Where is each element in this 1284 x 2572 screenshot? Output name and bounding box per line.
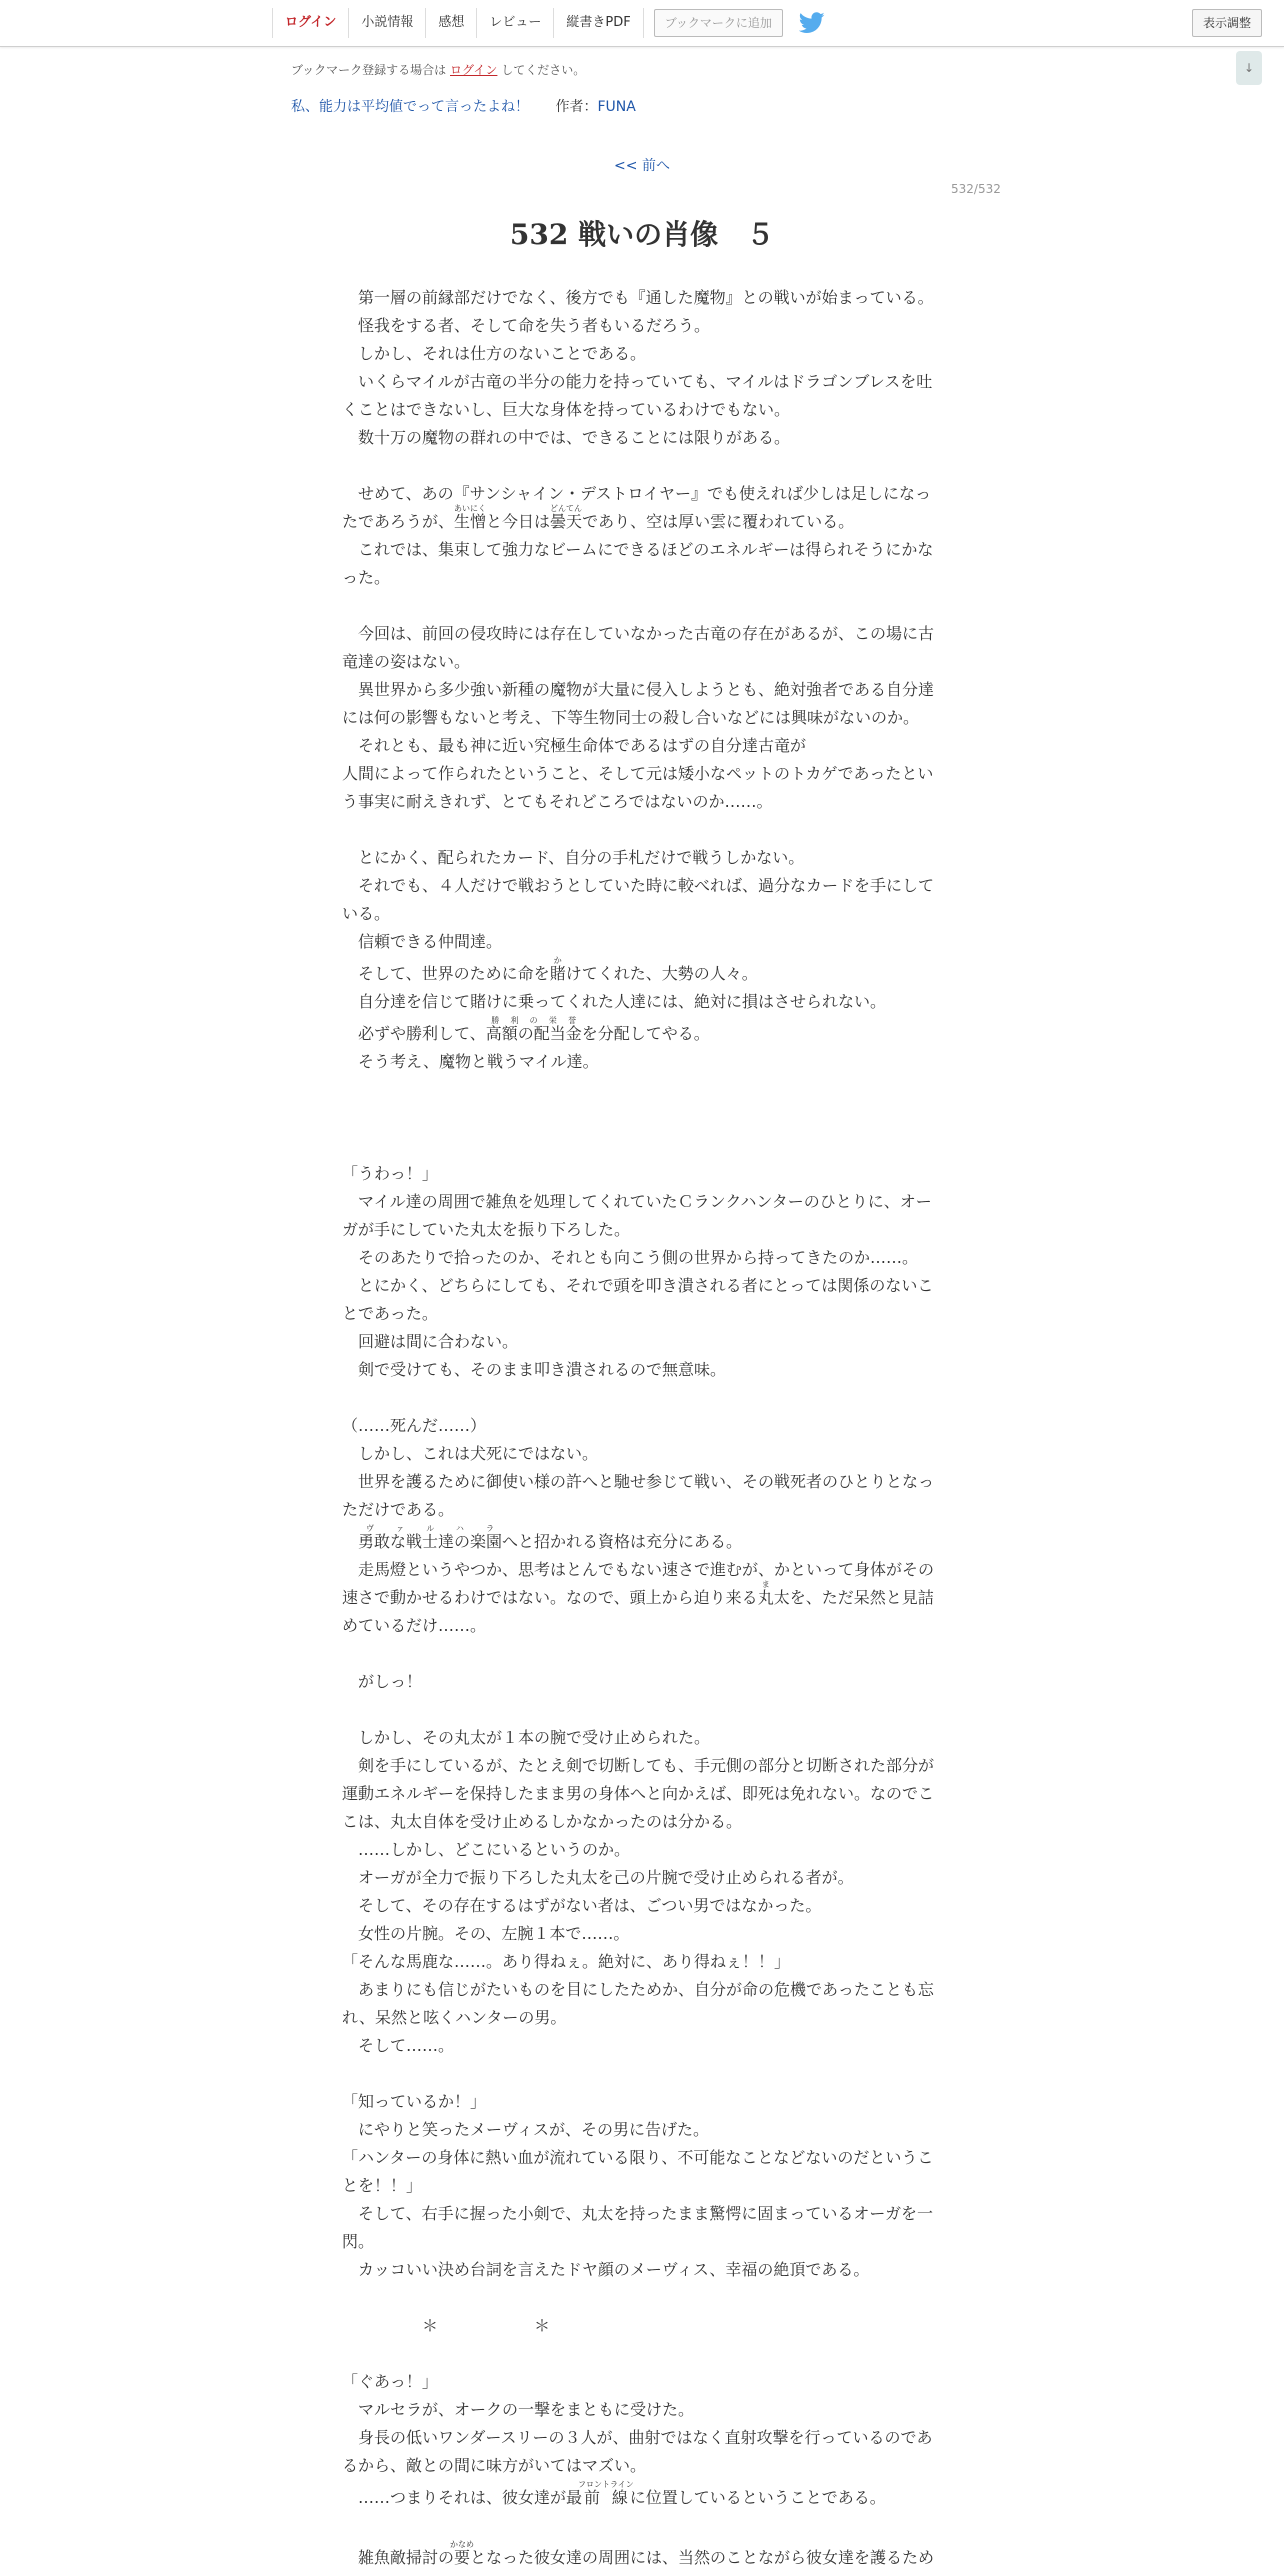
body-paragraph: マイル達の周囲で雑魚を処理してくれていたＣランクハンターのひとりに、オーガが手にしていた丸太を振り下ろした。 bbox=[342, 1192, 932, 1239]
body-paragraph: ……つまりそれは、彼女達が最前線フロントラインに位置しているということである。 bbox=[342, 2480, 886, 2507]
body-paragraph: そう考え、魔物と戦うマイル達。 bbox=[342, 1052, 599, 1071]
body-paragraph: 数十万の魔物の群れの中では、できることには限りがある。 bbox=[342, 428, 791, 447]
body-paragraph: 勇敢な戦士達の楽園ヴァルハラへと招かれる資格は充分にある。 bbox=[358, 1524, 743, 1551]
body-paragraph: マルセラが、オークの一撃をまともに受けた。 bbox=[342, 2400, 695, 2419]
blank-line bbox=[342, 1384, 942, 1412]
vertical-pdf-link[interactable]: 縦書きPDF bbox=[553, 8, 643, 38]
body-paragraph: あまりにも信じがたいものを目にしたためか、自分が命の危機であったことも忘れ、呆然と呟くハンターの男。 bbox=[342, 1980, 934, 2027]
body-paragraph: 「ハンターの身体に熱い血が流れている限り、不可能なことなどないのだということを！！」 bbox=[342, 2148, 934, 2195]
body-paragraph: これでは、集束して強力なビームにできるほどのエネルギーは得られそうにかなった。 bbox=[342, 540, 934, 587]
novel-info bbox=[291, 96, 636, 116]
body-paragraph: それとも、最も神に近い究極生命体であるはずの自分達古竜が bbox=[342, 736, 807, 755]
body-paragraph: いくらマイルが古竜の半分の能力を持っていても、マイルはドラゴンブレスを吐くことはできないし、巨大な身体を持っているわけでもない。 bbox=[342, 372, 933, 419]
body-paragraph: そして、右手に握った小剣で、丸太を持ったまま驚愕に固まっているオーガを一閃。 bbox=[342, 2204, 934, 2251]
prev-page-link[interactable]: << 前へ bbox=[614, 158, 670, 174]
blank-line bbox=[342, 1640, 942, 1668]
body-paragraph: 「知っているか！」 bbox=[342, 2092, 487, 2111]
body-paragraph: がしっ！ bbox=[342, 1672, 423, 1691]
body-paragraph: それでも、４人だけで戦おうとしていた時に較べれば、過分なカードを手にしている。 bbox=[342, 876, 935, 923]
blank-line bbox=[342, 2340, 942, 2368]
bookmark-note-suffix: してください。 bbox=[501, 63, 586, 77]
author-label: 作者： bbox=[555, 99, 598, 115]
body-paragraph: 「そんな馬鹿な……。あり得ねぇ。絶対に、あり得ねぇ！！」 bbox=[342, 1952, 791, 1971]
body-paragraph: ＊ ＊ bbox=[342, 2316, 551, 2335]
body-paragraph: オーガが全力で振り下ろした丸太を己の片腕で受け止められる者が。 bbox=[342, 1868, 854, 1887]
body-paragraph: そのあたりで拾ったのか、それとも向こう側の世界から持ってきたのか……。 bbox=[342, 1248, 919, 1267]
body-paragraph: せめて、あの『サンシャイン・デストロイヤー』でも使えれば少しは足しになったであろうが、生憎あいにくと今日は曇天どんてんであり、空は厚い雲に覆われている。 bbox=[342, 484, 932, 531]
ruby-text: 賭か bbox=[549, 956, 566, 983]
body-paragraph: にやりと笑ったメーヴィスが、その男に告げた。 bbox=[342, 2120, 710, 2139]
body-paragraph: 自分達を信じて賭けに乗ってくれた人達には、絶対に損はさせられない。 bbox=[342, 992, 887, 1011]
display-settings-button[interactable]: 表示調整 bbox=[1192, 9, 1262, 37]
blank-line bbox=[342, 592, 942, 620]
body-paragraph: 回避は間に合わない。 bbox=[342, 1332, 519, 1351]
body-paragraph: 今回は、前回の侵攻時には存在していなかった古竜の存在があるが、この場に古竜達の姿はない。 bbox=[342, 624, 935, 671]
body-paragraph: 雑魚敵掃討の要かなめとなった彼女達の周囲には、当然のことながら彼女達を護るため bbox=[342, 2540, 935, 2567]
blank-line bbox=[342, 816, 942, 844]
body-paragraph: 第一層の前縁部だけでなく、後方でも『通した魔物』との戦いが始まっている。 bbox=[342, 288, 934, 307]
body-paragraph: 女性の片腕。その、左腕１本で……。 bbox=[342, 1924, 630, 1943]
ruby-text: 生憎あいにく bbox=[454, 504, 487, 531]
body-paragraph: しかし、その丸太が１本の腕で受け止められた。 bbox=[342, 1728, 711, 1747]
body-paragraph: そして、その存在するはずがない者は、ごつい男ではなかった。 bbox=[342, 1896, 822, 1915]
novel-title-link[interactable]: 私、能力は平均値でって言ったよね！ bbox=[291, 99, 529, 115]
body-paragraph: 世界を護るために御使い様の許へと馳せ参じて戦い、その戦死者のひとりとなっただけである。 bbox=[342, 1472, 935, 1519]
ruby-text: 前線フロントライン bbox=[578, 2480, 634, 2507]
body-paragraph: 怪我をする者、そして命を失う者もいるだろう。 bbox=[342, 316, 711, 335]
impressions-link[interactable]: 感想 bbox=[425, 8, 476, 38]
chapter-body bbox=[342, 284, 942, 2572]
scroll-down-button[interactable]: ↓ bbox=[1236, 51, 1262, 85]
body-paragraph: 信頼できる仲間達。 bbox=[342, 932, 503, 951]
ruby-text: 丸ま bbox=[757, 1580, 774, 1607]
page-number: 532/532 bbox=[951, 182, 1001, 196]
ruby-text: 勇敢な戦士達の楽園ヴァルハラ bbox=[358, 1524, 503, 1551]
blank-line bbox=[342, 1104, 942, 1132]
body-paragraph: そして……。 bbox=[342, 2036, 455, 2055]
body-paragraph: とにかく、配られたカード、自分の手札だけで戦うしかない。 bbox=[342, 848, 805, 867]
body-paragraph: 人間によって作られたということ、そして元は矮小なペットのトカゲであったという事実に耐えきれず、とてもそれどころではないのか……。 bbox=[342, 764, 934, 811]
body-paragraph: とにかく、どちらにしても、それで頭を叩き潰される者にとっては関係のないことであった。 bbox=[342, 1276, 934, 1323]
body-paragraph: そして、世界のために命を賭かけてくれた、大勢の人々。 bbox=[342, 956, 758, 983]
blank-line bbox=[342, 1076, 942, 1104]
bookmark-note-prefix: ブックマーク登録する場合は bbox=[291, 63, 447, 77]
body-paragraph: 異世界から多少強い新種の魔物が大量に侵入しようとも、絶対強者である自分達には何の影響もないと考え、下等生物同士の殺し合いなどには興味がないのか。 bbox=[342, 680, 935, 727]
body-paragraph: カッコいい決め台詞を言えたドヤ顔のメーヴィス、幸福の絶頂である。 bbox=[342, 2260, 870, 2279]
bookmark-login-note bbox=[291, 61, 585, 78]
twitter-icon[interactable] bbox=[799, 12, 825, 34]
global-nav bbox=[272, 0, 825, 46]
body-paragraph: 剣を手にしているが、たとえ剣で切断しても、手元側の部分と切断された部分が運動エネルギーを保持したまま男の身体へと向かえば、即死は免れない。なのでここは、丸太自体を受け止めるしかなかったのは分かる。 bbox=[342, 1756, 935, 1831]
blank-line bbox=[342, 452, 942, 480]
body-paragraph: 身長の低いワンダースリーの３人が、曲射ではなく直射攻撃を行っているのであるから、敵との間に味方がいてはマズい。 bbox=[342, 2428, 933, 2475]
body-paragraph: ……しかし、どこにいるというのか。 bbox=[342, 1840, 631, 1859]
body-paragraph: 「ぐあっ！」 bbox=[342, 2372, 438, 2391]
body-paragraph: 剣で受けても、そのまま叩き潰されるので無意味。 bbox=[342, 1360, 727, 1379]
blank-line bbox=[342, 1132, 942, 1160]
login-link[interactable]: ログイン bbox=[272, 8, 348, 38]
blank-line bbox=[342, 2284, 942, 2312]
add-bookmark-button[interactable]: ブックマークに追加 bbox=[654, 9, 783, 37]
bookmark-login-link[interactable]: ログイン bbox=[450, 63, 498, 77]
body-paragraph: しかし、これは犬死にではない。 bbox=[342, 1444, 599, 1463]
ruby-text: 曇天どんてん bbox=[550, 504, 583, 531]
chapter-title: 532 戦いの肖像 ５ bbox=[509, 218, 775, 251]
body-paragraph: 必ずや勝利して、高額の配当金勝利の栄誉を分配してやる。 bbox=[342, 1016, 710, 1043]
author-link[interactable]: FUNA bbox=[597, 99, 636, 115]
ruby-text: 高額の配当金勝利の栄誉 bbox=[485, 1016, 582, 1043]
novel-info-link[interactable]: 小説情報 bbox=[348, 8, 425, 38]
review-link[interactable]: レビュー bbox=[476, 8, 553, 38]
body-paragraph: （……死んだ……） bbox=[342, 1416, 487, 1435]
blank-line bbox=[342, 2512, 942, 2540]
blank-line bbox=[342, 2060, 942, 2088]
body-paragraph: 「うわっ！」 bbox=[342, 1164, 438, 1183]
body-paragraph: 走馬燈というやつか、思考はとんでもない速さで進むが、かといって身体がその速さで動かせるわけではない。なので、頭上から迫り来る丸ま太を、ただ呆然と見詰めているだけ……。 bbox=[342, 1560, 935, 1635]
body-paragraph: しかし、それは仕方のないことである。 bbox=[342, 344, 647, 363]
ruby-text: 要かなめ bbox=[450, 2540, 475, 2567]
top-header-bar bbox=[0, 0, 1284, 47]
blank-line bbox=[342, 1696, 942, 1724]
